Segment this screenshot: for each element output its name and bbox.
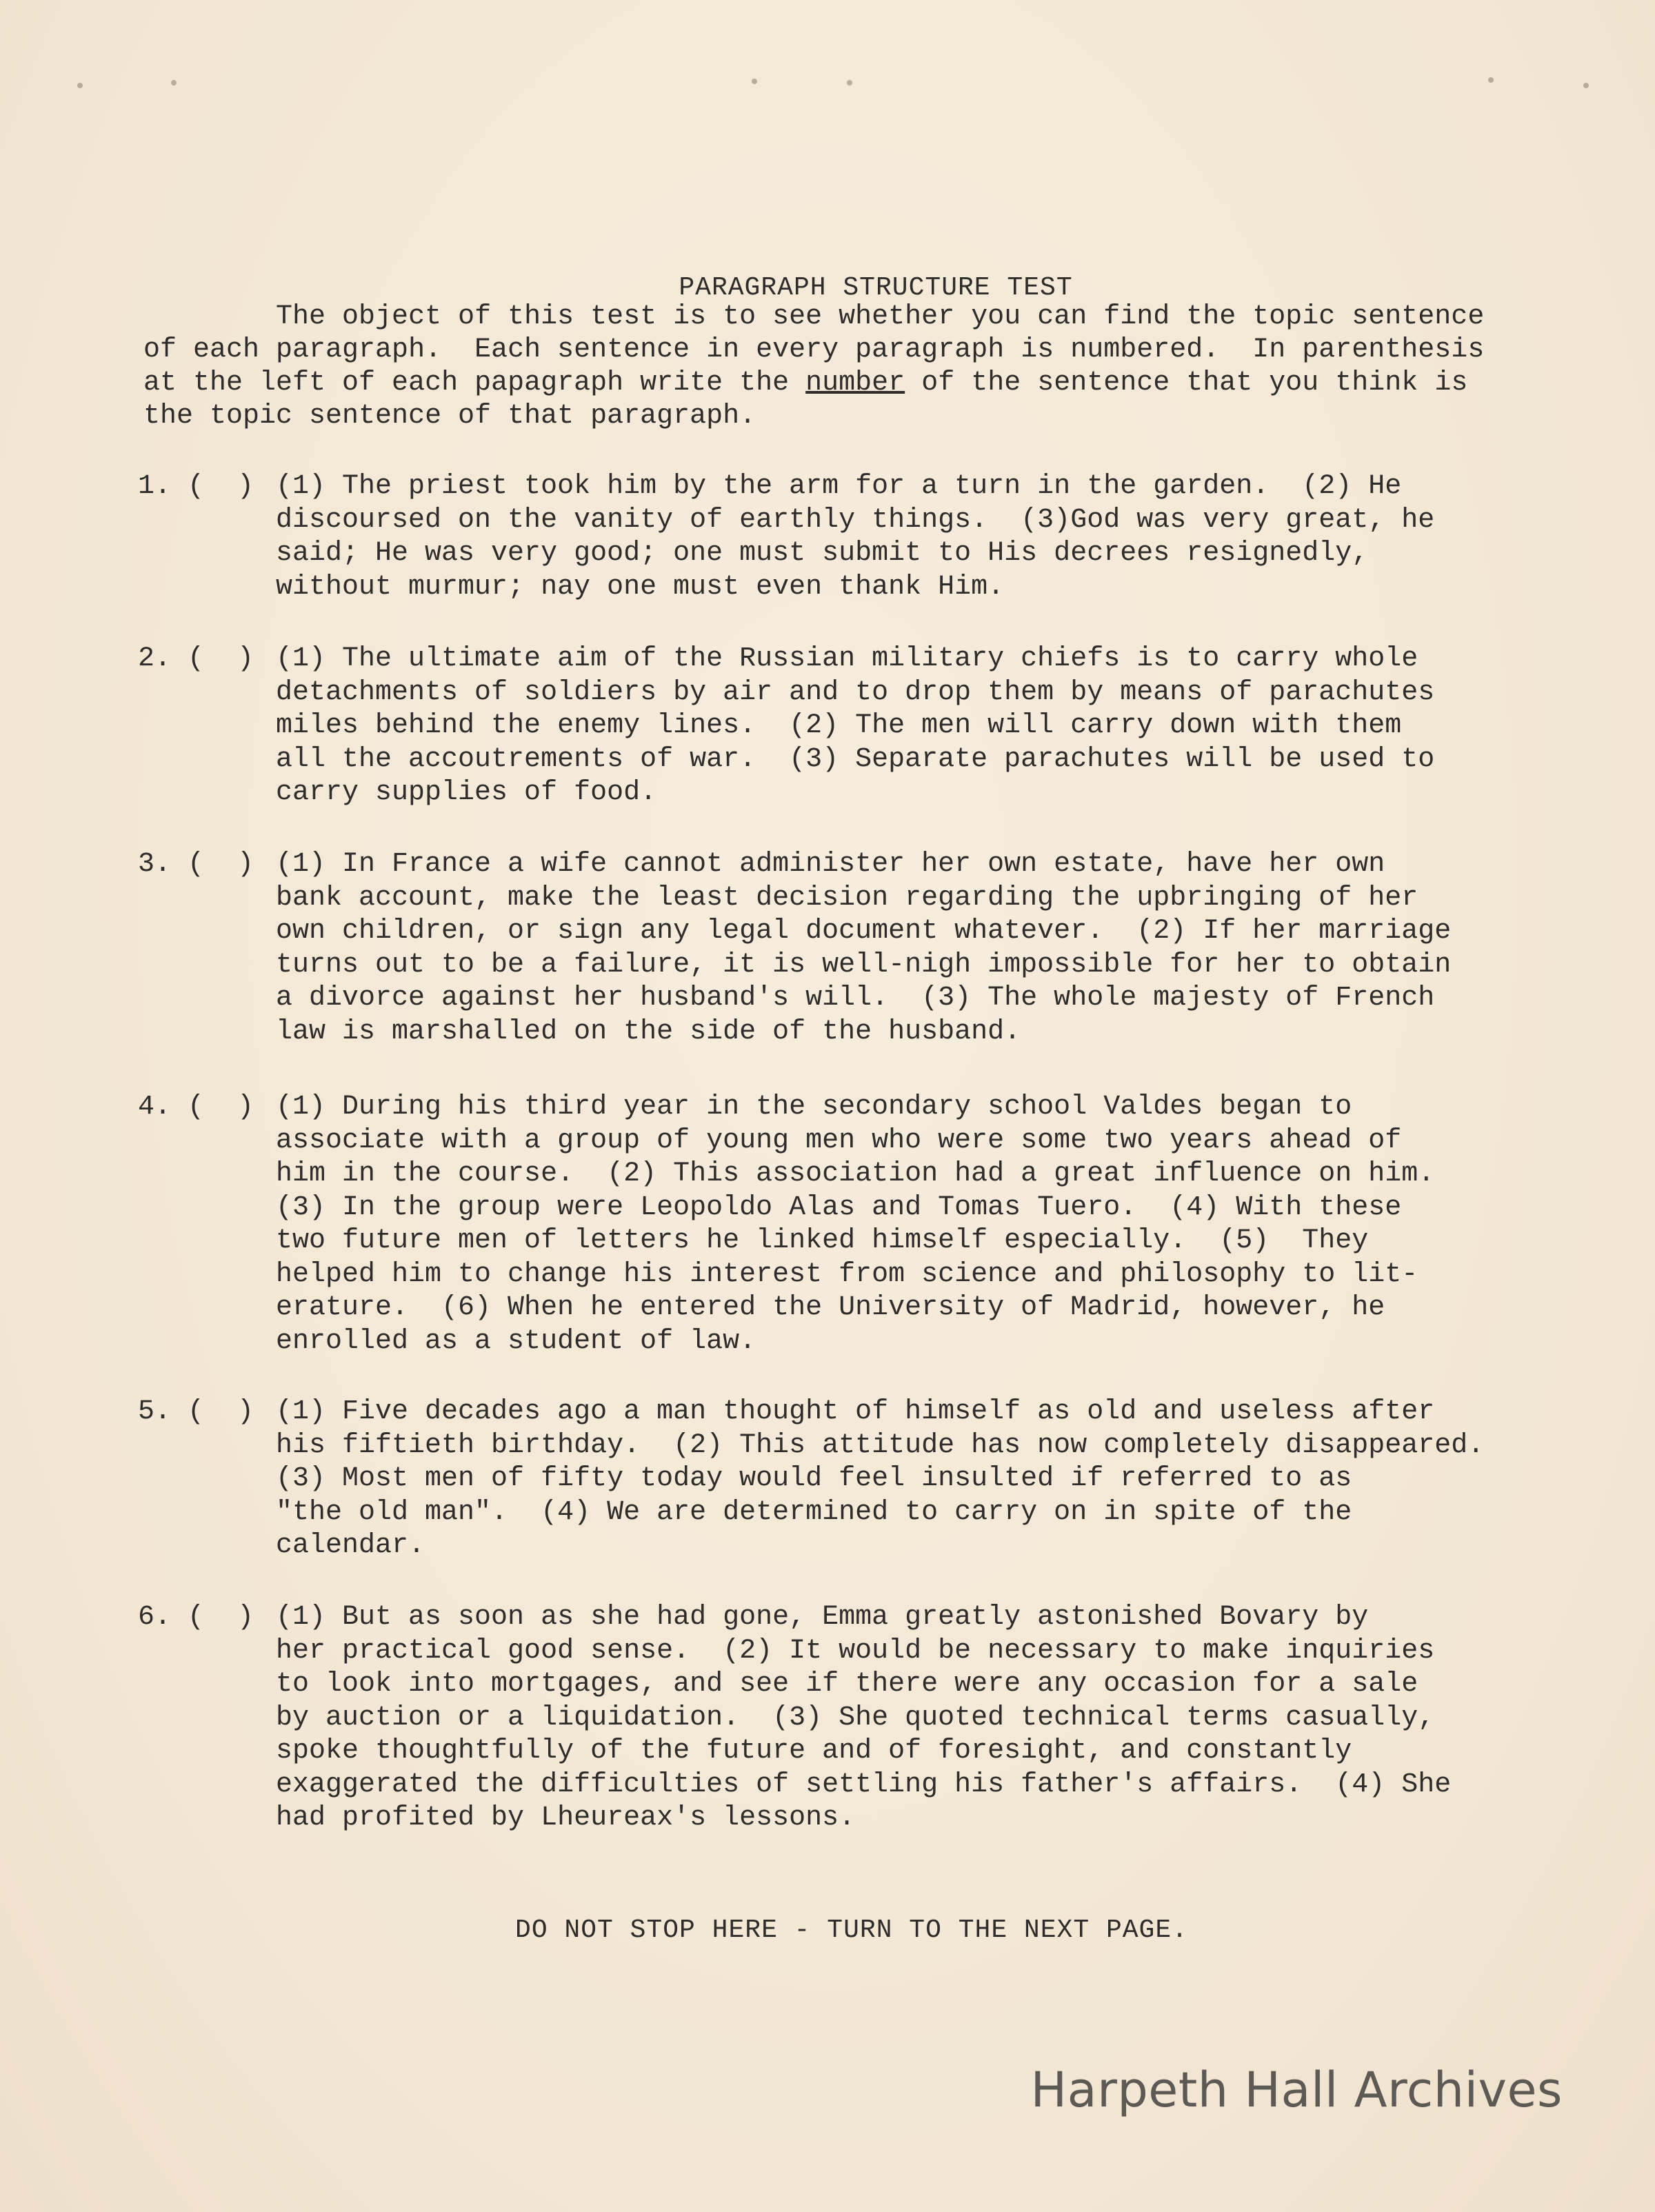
page-footer: DO NOT STOP HERE - TURN TO THE NEXT PAGE.	[515, 1916, 1188, 1945]
archive-watermark: Harpeth Hall Archives	[1030, 2062, 1563, 2118]
question-paragraph: (1) During his third year in the secondary school Valdes began to associate with a group of young men who were some two years ahead of him in the course. (2) This association had a great influence on him. (3) In the group were Leopoldo Alas and Tomas Tuero. (4) With these two future men of letters he linked himself especially. (5) They helped him to change his interest from science and philosophy to lit- erature. (6) When he entered the University of Madrid, however, he enrolled as a student of law.	[276, 1092, 1435, 1357]
question-paragraph: (1) Five decades ago a man thought of himself as old and useless after his fiftieth birthday. (2) This attitude has now completely disappeared. (3) Most men of fifty today would feel insulted if referred to as "the old man". (4) We are determined to carry on in spite of the calendar.	[276, 1396, 1485, 1561]
page-title: PARAGRAPH STRUCTURE TEST	[679, 273, 1073, 303]
punch-mark	[752, 79, 757, 84]
punch-mark	[77, 83, 83, 88]
question-number: 1. ( )	[138, 471, 254, 502]
punch-mark	[1583, 83, 1589, 88]
underlined-word: number	[805, 368, 905, 399]
punch-mark	[847, 80, 852, 86]
punch-mark	[1488, 77, 1494, 83]
question-paragraph: (1) In France a wife cannot administer her own estate, have her own bank account, make the least decision regarding the upbringing of her own children, or sign any legal document whatever. (2) If her marriage turns out to be a failure, it is well-nigh impossible for her to obtain a divorce against her husband's will. (3) The whole majesty of French law is marshalled on the side of the husband.	[276, 849, 1452, 1047]
instructions-line: of each paragraph. Each sentence in every paragraph is numbered. In parenthesis	[143, 334, 1485, 365]
question-number: 6. ( )	[138, 1602, 254, 1633]
instructions	[143, 301, 1523, 433]
question-paragraph: (1) The ultimate aim of the Russian military chiefs is to carry whole detachments of soldiers by air and to drop them by means of parachutes miles behind the enemy lines. (2) The men will carry down with them all the accoutrements of war. (3) Separate parachutes will be used to carry supplies of food.	[276, 643, 1435, 808]
instructions-line: the topic sentence of that paragraph.	[143, 401, 756, 432]
question-number: 3. ( )	[138, 849, 254, 880]
instructions-line: of the sentence that you think is	[905, 368, 1468, 399]
question-number: 2. ( )	[138, 643, 254, 674]
question-number: 5. ( )	[138, 1396, 254, 1427]
question-paragraph: (1) The priest took him by the arm for a turn in the garden. (2) He discoursed on the vanity of earthly things. (3)God was very great, he said; He was very good; one must submit to His decrees resignedly, without murmur; nay one must even thank Him.	[276, 471, 1435, 603]
instructions-line: The object of this test is to see whether you can find the topic sentence	[143, 301, 1485, 332]
question-number: 4. ( )	[138, 1092, 254, 1123]
question-paragraph: (1) But as soon as she had gone, Emma greatly astonished Bovary by her practical good sense. (2) It would be necessary to make inquiries to look into mortgages, and see if there were any occasion for a sale by auction or a liquidation. (3) She quoted technical terms casually, spoke thoughtfully of the future and of foresight, and constantly exaggerated the difficulties of settling his father's affairs. (4) She had profited by Lheureax's lessons.	[276, 1602, 1452, 1833]
instructions-line: at the left of each papagraph write the	[143, 368, 806, 399]
punch-mark	[171, 80, 177, 86]
